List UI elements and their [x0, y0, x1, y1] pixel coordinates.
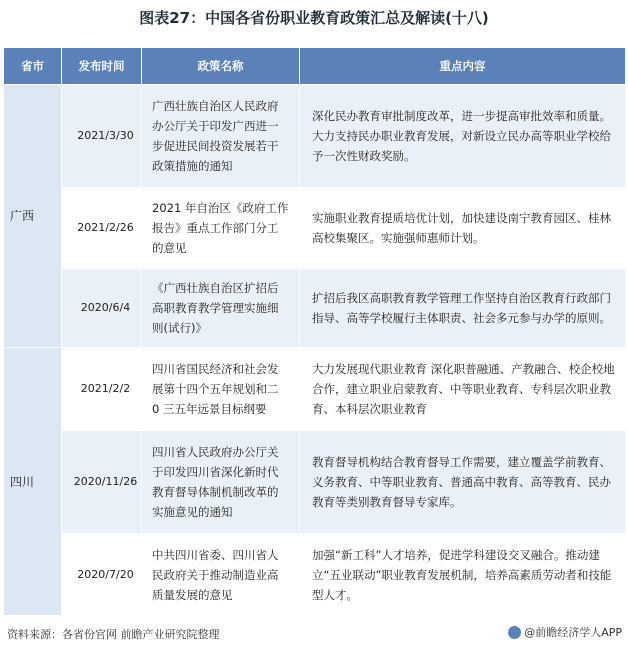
policy-name-cell: 2021 年自治区《政府工作报告》重点工作部门分工的意见 — [142, 188, 300, 269]
brand-logo-icon — [508, 626, 521, 639]
key-content-cell: 扩招后我区高职教育教学管理工作坚持自治区教育行政部门指导、高等学校履行主体职责、社会多元参与办学的原则。 — [300, 269, 626, 348]
table-row — [4, 85, 626, 188]
date-cell: 2021/2/2 — [62, 348, 142, 431]
policy-name-cell: 四川省人民政府办公厅关于印发四川省深化新时代教育督导体制机制改革的实施意见的通知 — [142, 431, 300, 534]
policy-table — [3, 47, 626, 616]
key-content-cell: 加强“新工科”人才培养，促进学科建设交叉融合。推动建立“五业联动”职业教育发展机制，培养高素质劳动者和技能型人才。 — [300, 534, 626, 616]
chart-title: 图表27：中国各省份职业教育政策汇总及解读(十八) — [139, 9, 489, 27]
policy-name-cell: 广西壮族自治区人民政府办公厅关于印发广西进一步促进民间投资发展若干政策措施的通知 — [142, 85, 300, 188]
province-cell: 广西 — [4, 85, 62, 348]
key-content-cell: 深化民办教育审批制度改革，进一步提高审批效率和质量。大力支持民办职业教育发展，对新设立民办高等职业学校给予一次性财政奖励。 — [300, 85, 626, 188]
policy-name-cell: 四川省国民经济和社会发展第十四个五年规划和二 0 三五年远景目标纲要 — [142, 348, 300, 431]
policy-name-cell: 中共四川省委、四川省人民政府关于推动制造业高质量发展的意见 — [142, 534, 300, 616]
key-content-cell: 实施职业教育提质培优计划，加快建设南宁教育园区、桂林高校集聚区。实施强师惠师计划。 — [300, 188, 626, 269]
table-row — [4, 188, 626, 269]
table-header-row — [4, 48, 626, 85]
source-note: 资料来源：各省份官网 前瞻产业研究院整理 — [7, 628, 220, 641]
brand-credit — [508, 624, 622, 640]
table-row — [4, 534, 626, 616]
date-cell: 2021/3/30 — [62, 85, 142, 188]
date-cell: 2020/7/20 — [62, 534, 142, 616]
table-row — [4, 348, 626, 431]
key-content-cell: 教育督导机构结合教育督导工作需要，建立覆盖学前教育、义务教育、中等职业教育、普通高中教育、高等教育、民办教育等类别教育督导专家库。 — [300, 431, 626, 534]
header-policy-name: 政策名称 — [142, 48, 300, 85]
table-row — [4, 269, 626, 348]
date-cell: 2021/2/26 — [62, 188, 142, 269]
province-cell: 四川 — [4, 348, 62, 616]
policy-name-cell: 《广西壮族自治区扩招后高职教育教学管理实施细则(试行)》 — [142, 269, 300, 348]
date-cell: 2020/11/26 — [62, 431, 142, 534]
key-content-cell: 大力发展现代职业教育 深化职普融通、产教融合、校企校地合作，建立职业启蒙教育、中等职业教育、专科层次职业教育、本科层次职业教育 — [300, 348, 626, 431]
brand-label: @前瞻经济学人APP — [524, 626, 622, 639]
header-date: 发布时间 — [62, 48, 142, 85]
header-key-content: 重点内容 — [300, 48, 626, 85]
date-cell: 2020/6/4 — [62, 269, 142, 348]
header-province: 省市 — [4, 48, 62, 85]
table-row — [4, 431, 626, 534]
